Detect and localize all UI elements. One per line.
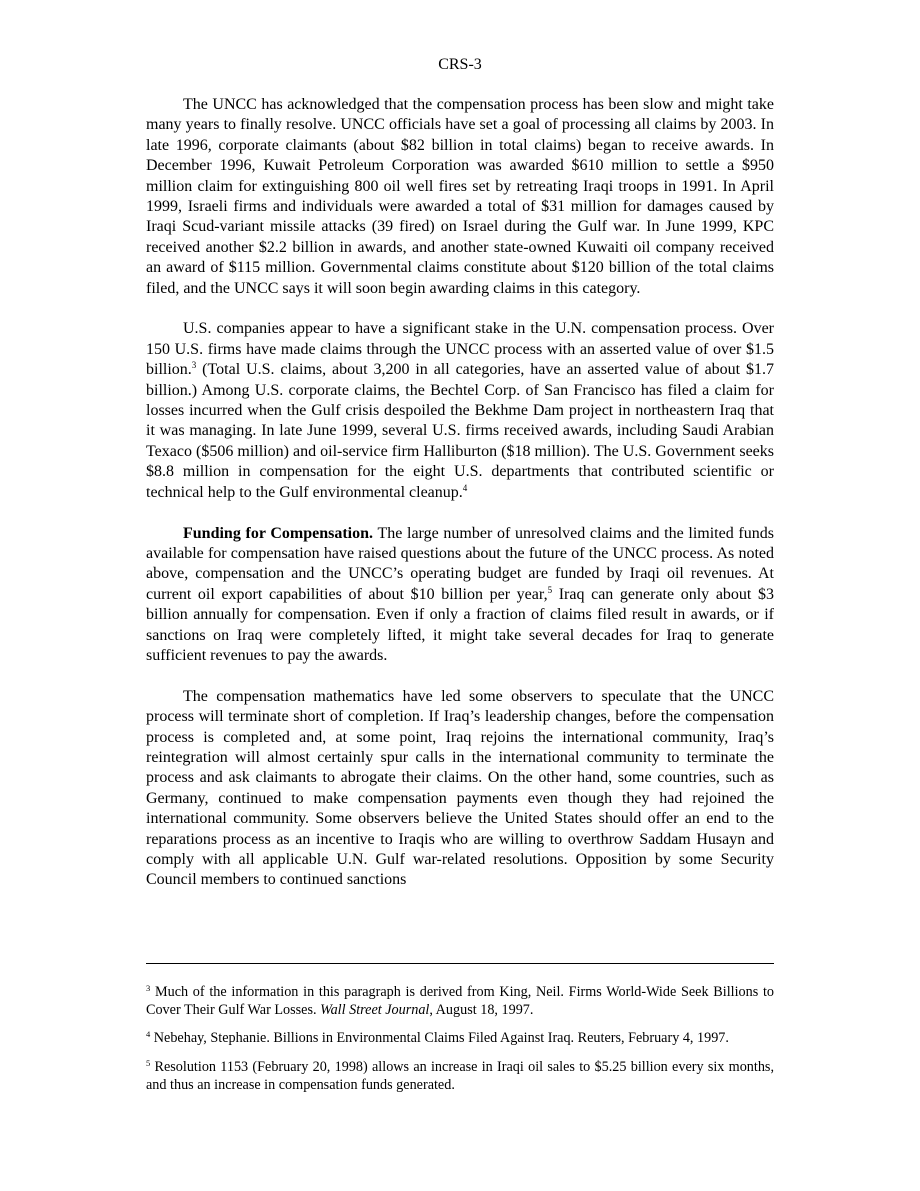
run-in-heading: Funding for Compensation. [183,524,374,542]
paragraph-text: The UNCC has acknowledged that the compensation process has been slow and might take many years to finally resolve. UNCC officials have set a goal of processing all claims by 2003. In late 1996, corporate claimants (about $82 billion in total claims) began to receive awards. In December 1996, Kuwait Petroleum Corporation was awarded $610 million to settle a $950 million claim for extinguishing 800 oil well fires set by retreating Iraqi troops in 1991. In April 1999, Israeli firms and individuals were awarded a total of $31 million for damages caused by Iraqi Scud-variant missile attacks (39 fired) on Israel during the Gulf war. In June 1999, KPC received another $2.2 billion in awards, and another state-owned Kuwaiti oil company received an award of $115 million. Governmental claims constitute about $120 billion of the total claims filed, and the UNCC says it will soon begin awarding claims in this category. [146,96,774,297]
main-text [146,95,774,891]
footnote-number: 5 [146,1057,151,1068]
footnote-divider [146,963,774,964]
footnote-3 [146,983,774,1019]
footnote-ref-3[interactable]: 3 [191,360,197,371]
footnote-text: Much of the information in this paragraph is derived from King, Neil. Firms World-Wide Seek Billions to Cover Their Gulf War Losses. [146,984,774,1019]
paragraph-text: Iraq can generate only about $3 billion annually for compensation. Even if only a fraction of claims filed result in awards, or if sanctions on Iraq were completely lifted, it might take several decades for Iraq to generate sufficient revenues to pay the awards. [146,585,774,664]
paragraph-uncc-progress [146,95,774,299]
footnote-text: Resolution 1153 (February 20, 1998) allows an increase in Iraqi oil sales to $5.25 billion every six months, and thus an increase in compensation funds generated. [146,1058,774,1093]
paragraph-funding [146,524,774,667]
paragraph-us-stake [146,319,774,503]
paragraph-text: U.S. companies appear to have a significant stake in the U.N. compensation process. Over 150 U.S. firms have made claims through the UNCC process with an asserted value of over $1.5 billion. [146,320,774,379]
footnote-ref-4[interactable]: 4 [462,482,468,493]
paragraph-text: (Total U.S. claims, about 3,200 in all categories, have an asserted value of about $1.7 billion.) Among U.S. corporate claims, the Bechtel Corp. of San Francisco has filed a claim for losses incurred when the Gulf crisis despoiled the Bekhme Dam project in northeastern Iraq that it was managing. In late June 1999, several U.S. firms received awards, including Saudi Arabian Texaco ($506 million) and oil-service firm Halliburton ($18 million). The U.S. Government seeks $8.8 million in compensation for the eight U.S. departments that contributed scientific or technical help to the Gulf environmental cleanup. [146,361,774,501]
paragraph-text: The compensation mathematics have led some observers to speculate that the UNCC process will terminate short of completion. If Iraq’s leadership changes, before the compensation process is completed and, at some point, Iraq rejoins the international community, Iraq’s reintegration will almost certainly spur calls in the international community to terminate the process and ask claimants to abrogate their claims. On the other hand, some countries, such as Germany, continued to make compensation payments even though they had rejoined the international community. Some observers believe the United States should offer an end to the reparations process as an incentive to Iraqis who are willing to overthrow Saddam Husayn and comply with all applicable U.N. Gulf war-related resolutions. Opposition by some Security Council members to continued sanctions [146,687,774,889]
paragraph-compensation-math [146,687,774,891]
paragraph-text: The large number of unresolved claims and the limited funds available for compensation have raised questions about the future of the UNCC process. As noted above, compensation and the UNCC’s operating budget are funded by Iraqi oil revenues. At current oil export capabilities of about $10 billion per year, [146,524,774,603]
page-header: CRS-3 [438,56,482,73]
footnote-text: Nebehay, Stephanie. Billions in Environmental Claims Filed Against Iraq. Reuters, February 4, 1997. [150,1030,729,1047]
footnote-4 [146,1029,774,1047]
footnotes [146,983,774,1104]
footnote-number: 3 [146,983,151,993]
footnote-text: , August 18, 1997. [429,1002,534,1019]
footnote-ref-5[interactable]: 5 [547,584,553,595]
footnote-number: 4 [146,1029,151,1040]
footnote-5 [146,1058,774,1094]
footnote-publication-title: Wall Street Journal [320,1002,430,1019]
